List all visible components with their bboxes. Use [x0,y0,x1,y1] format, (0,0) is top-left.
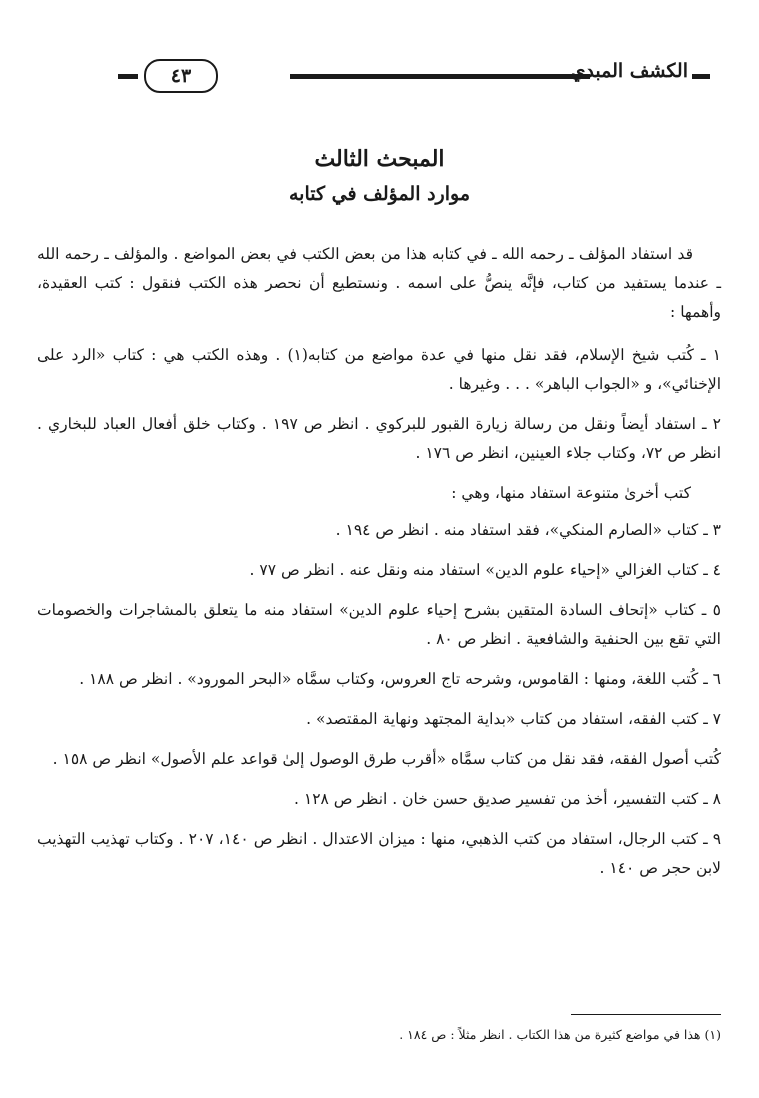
page-number: ٤٣ [144,59,218,93]
header-rule-left [118,74,138,79]
list-item: ٨ ـ كتب التفسير، أخذ من تفسير صديق حسن خان . انظر ص ١٢٨ . [294,790,721,808]
list-item: كُتب أصول الفقه، فقد نقل من كتاب سمَّاه «أقرب طرق الوصول إلىٰ قواعد علم الأصول» انظر ص ١٥٨ . [52,750,721,768]
sub-heading: كتب أخرىٰ متنوعة استفاد منها، وهي : [451,484,691,502]
footnote: (١) هذا في مواضع كثيرة من هذا الكتاب . انظر مثلاً : ص ١٨٤ . [399,1027,721,1042]
list-item: ٢ ـ استفاد أيضاً ونقل من رسالة زيارة القبور للبركوي . انظر ص ١٩٧ . وكتاب خلق أفعال العباد للبخاري . انظر ص ٧٢، وكتاب جلاء العينين، انظر ص ١٧٦ . [37,415,721,462]
intro-paragraph: قد استفاد المؤلف ـ رحمه الله ـ في كتابه هذا من بعض الكتب في بعض المواضع . والمؤلف ـ رحمه الله ـ عندما يستفيد من كتاب، فإنَّه ينصُّ على اسمه . ونستطيع أن نحصر هذه الكتب فنقول : كتب العقيدة، وأهمها : [37,245,721,321]
list-item: ٥ ـ كتاب «إتحاف السادة المتقين بشرح إحياء علوم الدين» استفاد منه ما يتعلق بالمشاجرات والخصومات التي تقع بين الحنفية والشافعية . انظر ص ٨٠ . [37,601,721,648]
book-title: الكشف المبدي [570,60,688,82]
section-subtitle: موارد المؤلف في كتابه [288,183,471,205]
section-title: المبحث الثالث [314,146,445,172]
list-item: ٧ ـ كتب الفقه، استفاد من كتاب «بداية المجتهد ونهاية المقتصد» . [306,710,721,728]
list-item: ٣ ـ كتاب «الصارم المنكي»، فقد استفاد منه . انظر ص ١٩٤ . [335,521,721,539]
header-rule-right [692,74,710,79]
list-item: ١ ـ كُتب شيخ الإسلام، فقد نقل منها في عدة مواضع من كتابه(١) . وهذه الكتب هي : كتاب «الرد على الإخنائي»، و «الجواب الباهر» . . . وغيرها . [37,346,721,393]
list-item: ٤ ـ كتاب الغزالي «إحياء علوم الدين» استفاد منه ونقل عنه . انظر ص ٧٧ . [249,561,721,579]
body-text [37,240,721,894]
header-rule-middle [290,74,590,79]
list-item: ٩ ـ كتب الرجال، استفاد من كتب الذهبي، منها : ميزان الاعتدال . انظر ص ١٤٠، ٢٠٧ . وكتاب تهذيب التهذيب لابن حجر ص ١٤٠ . [37,830,722,877]
running-header [118,58,710,94]
footnote-divider [571,1014,721,1015]
list-item: ٦ ـ كُتب اللغة، ومنها : القاموس، وشرحه تاج العروس، وكتاب سمَّاه «البحر المورود» . انظر ص ١٨٨ . [79,670,721,688]
